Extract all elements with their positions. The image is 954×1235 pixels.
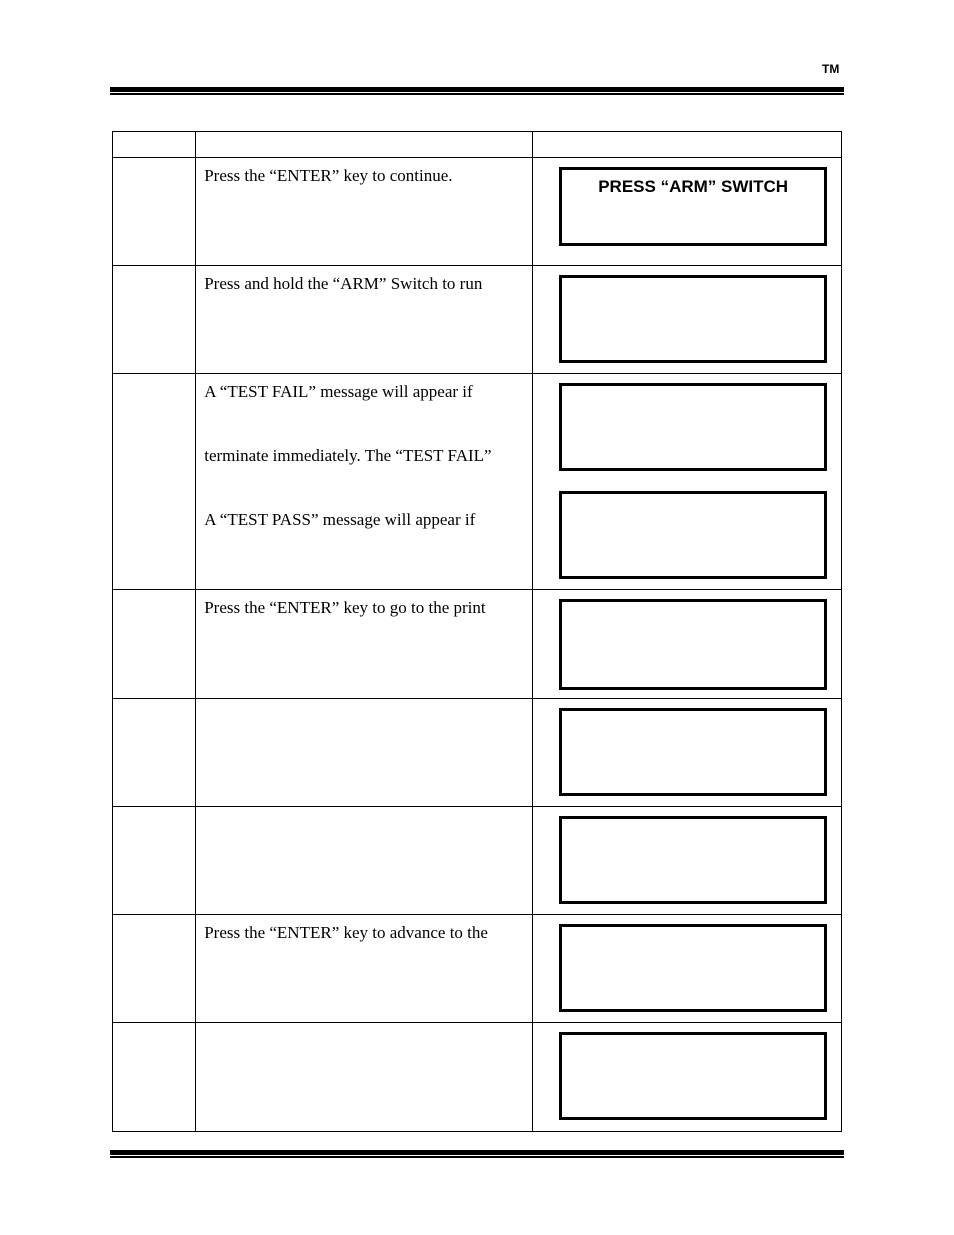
instruction-text: terminate immediately. The “TEST FAIL” xyxy=(204,446,492,465)
footer-rule-thick xyxy=(110,1150,844,1155)
display-cell xyxy=(533,590,842,699)
lcd-display xyxy=(559,708,827,796)
step-cell xyxy=(113,590,196,699)
table-row xyxy=(113,590,842,699)
header-rule-thick xyxy=(110,87,844,92)
instruction-text: Press and hold the “ARM” Switch to run xyxy=(204,274,483,293)
instruction-text: A “TEST FAIL” message will appear if xyxy=(204,382,473,401)
table-row xyxy=(113,699,842,807)
table-row xyxy=(113,158,842,266)
instruction-text: Press the “ENTER” key to go to the print xyxy=(204,598,486,617)
instruction-cell xyxy=(196,590,533,699)
instruction-cell xyxy=(196,699,533,807)
display-cell xyxy=(533,699,842,807)
table-row xyxy=(113,374,842,590)
instruction-text: Press the “ENTER” key to continue. xyxy=(204,166,453,185)
step-cell xyxy=(113,915,196,1023)
header-cell-step xyxy=(113,132,196,158)
instruction-cell xyxy=(196,807,533,915)
table-row xyxy=(113,266,842,374)
instruction-cell xyxy=(196,266,533,374)
instruction-text: Press the “ENTER” key to advance to the xyxy=(204,923,488,942)
lcd-display xyxy=(559,1032,827,1120)
step-cell xyxy=(113,266,196,374)
lcd-display xyxy=(559,924,827,1012)
display-cell xyxy=(533,915,842,1023)
header-cell-display xyxy=(533,132,842,158)
header-rule xyxy=(110,87,844,95)
table-row xyxy=(113,915,842,1023)
step-cell xyxy=(113,158,196,266)
lcd-display xyxy=(559,275,827,363)
instruction-cell xyxy=(196,1023,533,1132)
step-cell xyxy=(113,699,196,807)
step-cell xyxy=(113,374,196,590)
display-cell xyxy=(533,1023,842,1132)
instruction-cell xyxy=(196,915,533,1023)
instruction-text: A “TEST PASS” message will appear if xyxy=(204,510,476,529)
lcd-display xyxy=(559,599,827,690)
instruction-cell xyxy=(196,374,533,590)
display-cell xyxy=(533,266,842,374)
table-header-row xyxy=(113,132,842,158)
display-cell xyxy=(533,807,842,915)
table-row xyxy=(113,807,842,915)
procedure-table xyxy=(112,131,842,1132)
lcd-display xyxy=(559,816,827,904)
footer-rule-thin xyxy=(110,1156,844,1158)
header-rule-thin xyxy=(110,93,844,95)
footer-rule xyxy=(110,1150,844,1158)
header-cell-action xyxy=(196,132,533,158)
step-cell xyxy=(113,1023,196,1132)
lcd-display-pass xyxy=(559,491,827,579)
trademark-mark: TM xyxy=(822,62,840,76)
instruction-cell xyxy=(196,158,533,266)
display-cell xyxy=(533,158,842,266)
display-cell xyxy=(533,374,842,590)
step-cell xyxy=(113,807,196,915)
table-row xyxy=(113,1023,842,1132)
lcd-display-fail xyxy=(559,383,827,471)
lcd-display: PRESS “ARM” SWITCH xyxy=(559,167,827,246)
